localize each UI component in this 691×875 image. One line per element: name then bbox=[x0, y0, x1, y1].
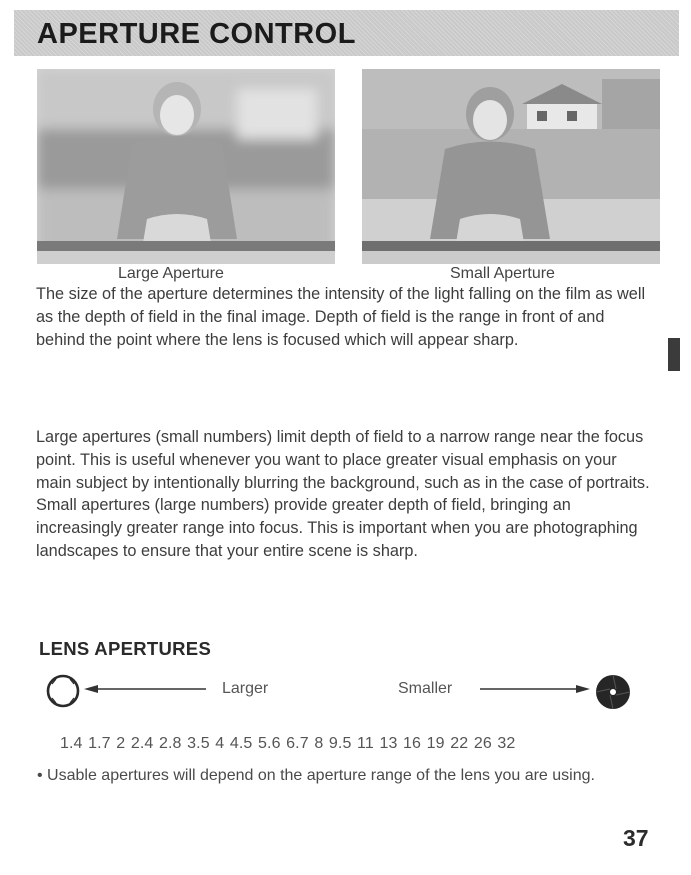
f-stop-value: 19 bbox=[426, 735, 445, 752]
detail-paragraph: Large apertures (small numbers) limit depth of field to a narrow range near the focus point. This is useful whenever you want to place greater visual emphasis on your main subject by intentionally blurring the background, such as in the case of portraits. Small apertures (large numbers) provide greater depth of field, bringing an increasingly greater range into focus. This is important when you are photographing landscapes to ensure that your entire scene is sharp. bbox=[36, 428, 650, 560]
small-aperture-caption: Small Aperture bbox=[450, 265, 555, 282]
arrow-left-icon bbox=[84, 684, 206, 694]
f-stop-value: 9.5 bbox=[328, 735, 352, 752]
f-stop-value: 4 bbox=[215, 735, 225, 752]
lens-apertures-heading: LENS APERTURES bbox=[39, 638, 212, 659]
page-number: 37 bbox=[623, 825, 649, 851]
aperture-scale bbox=[0, 670, 691, 730]
large-aperture-photo bbox=[37, 69, 335, 264]
f-stop-value: 13 bbox=[379, 735, 398, 752]
f-stop-value: 4.5 bbox=[229, 735, 253, 752]
smaller-label: Smaller bbox=[398, 680, 453, 697]
f-stop-value: 1.4 bbox=[60, 735, 83, 752]
f-stop-value: 8 bbox=[314, 735, 324, 752]
f-stop-value: 11 bbox=[357, 735, 374, 752]
f-stop-value: 6.7 bbox=[286, 735, 309, 752]
larger-label: Larger bbox=[222, 680, 269, 697]
f-stop-value: 3.5 bbox=[187, 735, 210, 752]
f-stop-value: 32 bbox=[497, 735, 516, 752]
f-stop-value: 16 bbox=[403, 735, 422, 752]
f-stop-value: 22 bbox=[450, 735, 469, 752]
large-aperture-caption: Large Aperture bbox=[118, 265, 224, 282]
f-stop-value: 2.4 bbox=[130, 735, 154, 752]
f-stop-value: 2 bbox=[116, 735, 126, 752]
f-stop-value: 2.8 bbox=[159, 735, 182, 752]
usable-apertures-note: • Usable apertures will depend on the aperture range of the lens you are using. bbox=[37, 767, 595, 784]
small-aperture-photo bbox=[362, 69, 660, 264]
title-band bbox=[14, 10, 679, 56]
arrow-right-icon bbox=[480, 684, 590, 694]
f-stop-value: 5.6 bbox=[258, 735, 281, 752]
closed-aperture-icon bbox=[594, 673, 632, 711]
intro-paragraph: The size of the aperture determines the intensity of the light falling on the film as well as the depth of field in the final image. Depth of field is the range in front of and behind the point where the lens is focused which will appear sharp. bbox=[36, 285, 646, 349]
page-title: APERTURE CONTROL bbox=[37, 18, 356, 50]
f-stop-value: 26 bbox=[473, 735, 492, 752]
f-stop-scale bbox=[60, 735, 521, 753]
open-aperture-icon bbox=[46, 674, 80, 708]
section-tab-marker bbox=[668, 338, 680, 371]
f-stop-value: 1.7 bbox=[88, 735, 111, 752]
